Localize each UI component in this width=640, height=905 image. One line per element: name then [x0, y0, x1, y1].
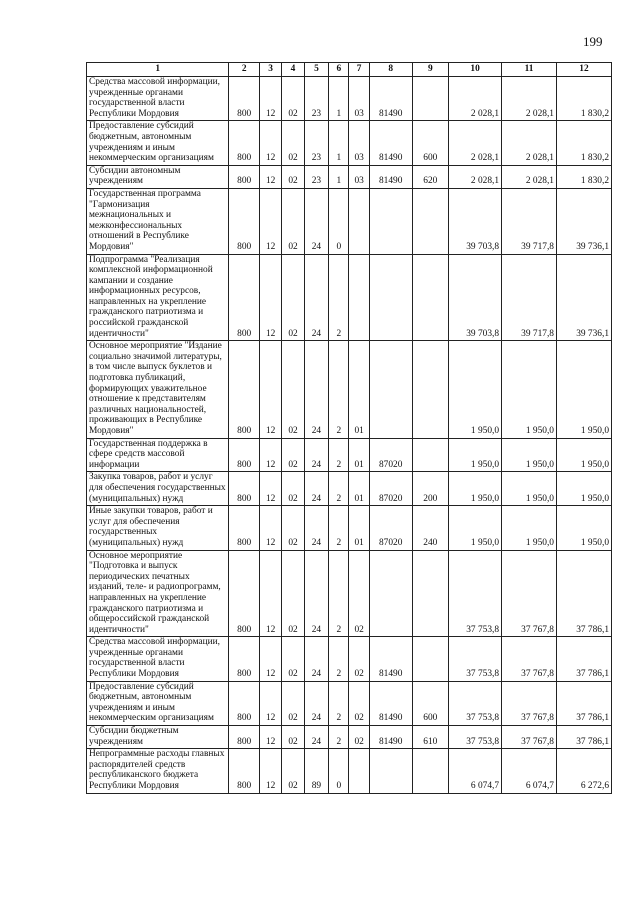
direction-code-cell	[369, 341, 412, 438]
program-code-cell: 24	[304, 550, 328, 637]
col-header: 8	[369, 63, 412, 77]
program-code-cell: 24	[304, 726, 328, 749]
measure-code-cell: 01	[349, 438, 369, 472]
direction-code-cell: 87020	[369, 438, 412, 472]
expense-name-cell: Иные закупки товаров, работ и услуг для обеспечения государственных (муниципальных) нужд	[87, 506, 229, 550]
expense-name-cell: Государственная программа "Гармонизация межнациональных и межконфессиональных отношений в Республике Мордовия"	[87, 188, 229, 254]
expense-type-code-cell	[412, 341, 449, 438]
subsection-code-cell: 02	[282, 550, 304, 637]
ministry-code-cell: 800	[229, 341, 260, 438]
subprogram-code-cell: 2	[329, 438, 349, 472]
measure-code-cell: 01	[349, 506, 369, 550]
page-number: 199	[583, 34, 603, 49]
subsection-code-cell: 02	[282, 438, 304, 472]
expense-name-cell: Непрограммные расходы главных распорядителей средств республиканского бюджета Республики Мордовия	[87, 749, 229, 793]
measure-code-cell: 03	[349, 77, 369, 121]
measure-code-cell	[349, 254, 369, 341]
section-code-cell: 12	[259, 637, 281, 681]
amount-year-1-cell: 37 753,8	[449, 637, 502, 681]
header-row	[87, 63, 612, 77]
program-code-cell: 23	[304, 165, 328, 188]
expense-name-cell: Субсидии бюджетным учреждениям	[87, 726, 229, 749]
amount-year-2-cell: 2 028,1	[502, 165, 557, 188]
col-header: 7	[349, 63, 369, 77]
col-header: 11	[502, 63, 557, 77]
amount-year-2-cell: 2 028,1	[502, 77, 557, 121]
subprogram-code-cell: 2	[329, 550, 349, 637]
ministry-code-cell: 800	[229, 550, 260, 637]
ministry-code-cell: 800	[229, 726, 260, 749]
subprogram-code-cell: 1	[329, 121, 349, 165]
ministry-code-cell: 800	[229, 506, 260, 550]
expense-type-code-cell	[412, 188, 449, 254]
col-header: 2	[229, 63, 260, 77]
subsection-code-cell: 02	[282, 749, 304, 793]
expense-type-code-cell: 240	[412, 506, 449, 550]
expense-type-code-cell	[412, 550, 449, 637]
direction-code-cell: 81490	[369, 637, 412, 681]
amount-year-2-cell: 37 767,8	[502, 637, 557, 681]
amount-year-2-cell: 39 717,8	[502, 254, 557, 341]
amount-year-3-cell: 1 830,2	[556, 121, 611, 165]
subprogram-code-cell: 1	[329, 165, 349, 188]
table-row	[87, 254, 612, 341]
expense-type-code-cell	[412, 77, 449, 121]
measure-code-cell: 01	[349, 472, 369, 506]
ministry-code-cell: 800	[229, 472, 260, 506]
expense-type-code-cell: 610	[412, 726, 449, 749]
program-code-cell: 24	[304, 438, 328, 472]
col-header: 10	[449, 63, 502, 77]
table-row	[87, 188, 612, 254]
amount-year-1-cell: 1 950,0	[449, 506, 502, 550]
subprogram-code-cell: 2	[329, 254, 349, 341]
table-body	[87, 77, 612, 794]
program-code-cell: 24	[304, 472, 328, 506]
amount-year-3-cell: 6 272,6	[556, 749, 611, 793]
subsection-code-cell: 02	[282, 77, 304, 121]
direction-code-cell: 81490	[369, 165, 412, 188]
expense-type-code-cell: 600	[412, 681, 449, 725]
section-code-cell: 12	[259, 77, 281, 121]
section-code-cell: 12	[259, 438, 281, 472]
amount-year-2-cell: 37 767,8	[502, 550, 557, 637]
col-header: 1	[87, 63, 229, 77]
measure-code-cell: 02	[349, 637, 369, 681]
amount-year-2-cell: 6 074,7	[502, 749, 557, 793]
amount-year-2-cell: 1 950,0	[502, 472, 557, 506]
amount-year-1-cell: 37 753,8	[449, 550, 502, 637]
ministry-code-cell: 800	[229, 681, 260, 725]
amount-year-2-cell: 37 767,8	[502, 681, 557, 725]
subprogram-code-cell: 0	[329, 749, 349, 793]
section-code-cell: 12	[259, 726, 281, 749]
table-row	[87, 506, 612, 550]
program-code-cell: 24	[304, 341, 328, 438]
ministry-code-cell: 800	[229, 188, 260, 254]
amount-year-2-cell: 39 717,8	[502, 188, 557, 254]
amount-year-1-cell: 6 074,7	[449, 749, 502, 793]
direction-code-cell: 87020	[369, 506, 412, 550]
amount-year-1-cell: 1 950,0	[449, 438, 502, 472]
table-row	[87, 550, 612, 637]
col-header: 5	[304, 63, 328, 77]
expense-type-code-cell: 620	[412, 165, 449, 188]
amount-year-1-cell: 1 950,0	[449, 341, 502, 438]
expense-name-cell: Средства массовой информации, учрежденные органами государственной власти Республики Мордовия	[87, 637, 229, 681]
amount-year-2-cell: 1 950,0	[502, 341, 557, 438]
subprogram-code-cell: 2	[329, 726, 349, 749]
subprogram-code-cell: 2	[329, 341, 349, 438]
expense-type-code-cell	[412, 438, 449, 472]
col-header: 6	[329, 63, 349, 77]
program-code-cell: 24	[304, 681, 328, 725]
expense-name-cell: Закупка товаров, работ и услуг для обеспечения государственных (муниципальных) нужд	[87, 472, 229, 506]
col-header: 12	[556, 63, 611, 77]
table-row	[87, 341, 612, 438]
amount-year-3-cell: 37 786,1	[556, 726, 611, 749]
section-code-cell: 12	[259, 506, 281, 550]
expense-name-cell: Основное мероприятие "Подготовка и выпуск периодических печатных изданий, теле- и радиопрограмм, направленных на укрепление гражданского патриотизма и общероссийской гражданской идентичности"	[87, 550, 229, 637]
amount-year-2-cell: 1 950,0	[502, 506, 557, 550]
ministry-code-cell: 800	[229, 438, 260, 472]
section-code-cell: 12	[259, 472, 281, 506]
ministry-code-cell: 800	[229, 165, 260, 188]
program-code-cell: 89	[304, 749, 328, 793]
amount-year-3-cell: 37 786,1	[556, 550, 611, 637]
section-code-cell: 12	[259, 254, 281, 341]
expense-name-cell: Предоставление субсидий бюджетным, автономным учреждениям и иным некоммерческим организациям	[87, 681, 229, 725]
expense-name-cell: Субсидии автономным учреждениям	[87, 165, 229, 188]
direction-code-cell: 81490	[369, 121, 412, 165]
expense-type-code-cell	[412, 254, 449, 341]
amount-year-1-cell: 37 753,8	[449, 681, 502, 725]
amount-year-1-cell: 39 703,8	[449, 254, 502, 341]
table-row	[87, 749, 612, 793]
measure-code-cell	[349, 749, 369, 793]
direction-code-cell	[369, 749, 412, 793]
amount-year-3-cell: 1 950,0	[556, 341, 611, 438]
amount-year-1-cell: 2 028,1	[449, 165, 502, 188]
amount-year-2-cell: 1 950,0	[502, 438, 557, 472]
section-code-cell: 12	[259, 188, 281, 254]
subprogram-code-cell: 1	[329, 77, 349, 121]
subsection-code-cell: 02	[282, 472, 304, 506]
col-header: 4	[282, 63, 304, 77]
ministry-code-cell: 800	[229, 637, 260, 681]
table-row	[87, 637, 612, 681]
program-code-cell: 23	[304, 121, 328, 165]
program-code-cell: 24	[304, 506, 328, 550]
expense-name-cell: Средства массовой информации, учрежденные органами государственной власти Республики Мордовия	[87, 77, 229, 121]
expense-name-cell: Основное мероприятие "Издание социально значимой литературы, в том числе выпуск буклетов и подготовка публикаций, формирующих уважительное отношение к представителям различных национальностей, проживающих в Республике Мордовия"	[87, 341, 229, 438]
expense-name-cell: Подпрограмма "Реализация комплексной информационной кампании и создание информационных ресурсов, направленных на укрепление гражданского патриотизма и российской гражданской идентичности"	[87, 254, 229, 341]
amount-year-1-cell: 2 028,1	[449, 77, 502, 121]
amount-year-3-cell: 1 950,0	[556, 472, 611, 506]
amount-year-1-cell: 37 753,8	[449, 726, 502, 749]
measure-code-cell	[349, 188, 369, 254]
amount-year-1-cell: 39 703,8	[449, 188, 502, 254]
amount-year-3-cell: 37 786,1	[556, 681, 611, 725]
expense-type-code-cell: 200	[412, 472, 449, 506]
subprogram-code-cell: 2	[329, 681, 349, 725]
table-row	[87, 121, 612, 165]
amount-year-3-cell: 39 736,1	[556, 188, 611, 254]
amount-year-3-cell: 37 786,1	[556, 637, 611, 681]
subprogram-code-cell: 0	[329, 188, 349, 254]
table-row	[87, 77, 612, 121]
expense-type-code-cell: 600	[412, 121, 449, 165]
budget-table	[86, 62, 612, 794]
section-code-cell: 12	[259, 550, 281, 637]
direction-code-cell	[369, 188, 412, 254]
section-code-cell: 12	[259, 749, 281, 793]
table-row	[87, 165, 612, 188]
program-code-cell: 24	[304, 254, 328, 341]
measure-code-cell: 02	[349, 550, 369, 637]
measure-code-cell: 02	[349, 681, 369, 725]
program-code-cell: 24	[304, 188, 328, 254]
subsection-code-cell: 02	[282, 726, 304, 749]
direction-code-cell: 87020	[369, 472, 412, 506]
expense-name-cell: Государственная поддержка в сфере средств массовой информации	[87, 438, 229, 472]
amount-year-3-cell: 1 950,0	[556, 506, 611, 550]
subprogram-code-cell: 2	[329, 637, 349, 681]
table-row	[87, 726, 612, 749]
subprogram-code-cell: 2	[329, 472, 349, 506]
measure-code-cell: 03	[349, 165, 369, 188]
subsection-code-cell: 02	[282, 637, 304, 681]
program-code-cell: 24	[304, 637, 328, 681]
subsection-code-cell: 02	[282, 254, 304, 341]
direction-code-cell: 81490	[369, 77, 412, 121]
section-code-cell: 12	[259, 681, 281, 725]
measure-code-cell: 03	[349, 121, 369, 165]
expense-type-code-cell	[412, 749, 449, 793]
direction-code-cell: 81490	[369, 726, 412, 749]
subsection-code-cell: 02	[282, 165, 304, 188]
expense-name-cell: Предоставление субсидий бюджетным, автономным учреждениям и иным некоммерческим организациям	[87, 121, 229, 165]
measure-code-cell: 01	[349, 341, 369, 438]
subsection-code-cell: 02	[282, 341, 304, 438]
amount-year-3-cell: 39 736,1	[556, 254, 611, 341]
measure-code-cell: 02	[349, 726, 369, 749]
amount-year-3-cell: 1 830,2	[556, 77, 611, 121]
subsection-code-cell: 02	[282, 121, 304, 165]
subprogram-code-cell: 2	[329, 506, 349, 550]
col-header: 9	[412, 63, 449, 77]
amount-year-2-cell: 2 028,1	[502, 121, 557, 165]
ministry-code-cell: 800	[229, 77, 260, 121]
amount-year-3-cell: 1 950,0	[556, 438, 611, 472]
amount-year-1-cell: 2 028,1	[449, 121, 502, 165]
col-header: 3	[259, 63, 281, 77]
section-code-cell: 12	[259, 121, 281, 165]
table-row	[87, 472, 612, 506]
direction-code-cell: 81490	[369, 681, 412, 725]
subsection-code-cell: 02	[282, 188, 304, 254]
amount-year-2-cell: 37 767,8	[502, 726, 557, 749]
ministry-code-cell: 800	[229, 121, 260, 165]
table-row	[87, 681, 612, 725]
subsection-code-cell: 02	[282, 681, 304, 725]
ministry-code-cell: 800	[229, 254, 260, 341]
direction-code-cell	[369, 550, 412, 637]
direction-code-cell	[369, 254, 412, 341]
section-code-cell: 12	[259, 165, 281, 188]
section-code-cell: 12	[259, 341, 281, 438]
ministry-code-cell: 800	[229, 749, 260, 793]
expense-type-code-cell	[412, 637, 449, 681]
program-code-cell: 23	[304, 77, 328, 121]
table-row	[87, 438, 612, 472]
subsection-code-cell: 02	[282, 506, 304, 550]
amount-year-1-cell: 1 950,0	[449, 472, 502, 506]
amount-year-3-cell: 1 830,2	[556, 165, 611, 188]
